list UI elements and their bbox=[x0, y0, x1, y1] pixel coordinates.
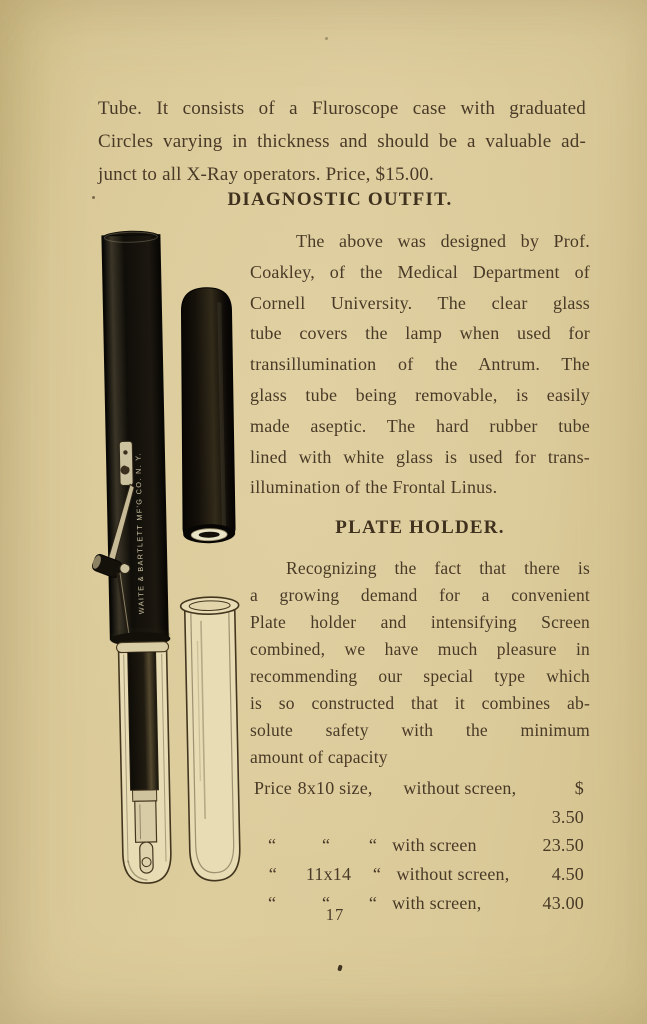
ditto-mark: “ bbox=[322, 835, 331, 856]
plate-holder-heading: PLATE HOLDER. bbox=[335, 517, 505, 539]
price-value: $ 3.50 bbox=[551, 778, 585, 827]
ink-speck bbox=[92, 196, 95, 199]
ditto-mark: “ bbox=[268, 892, 277, 913]
ditto-mark: “ bbox=[372, 863, 382, 884]
text-line: a growing demand for a convenient bbox=[250, 585, 590, 606]
ditto-mark: “ bbox=[268, 863, 277, 884]
screen-option: without screen, bbox=[396, 863, 510, 884]
size-label: 8x10 size, bbox=[297, 778, 373, 799]
price-table bbox=[250, 774, 590, 917]
right-column bbox=[250, 226, 590, 917]
screen-option: without screen, bbox=[403, 778, 517, 799]
price-value: 23.50 bbox=[542, 835, 584, 856]
text-line: glass tube being removable, is easily bbox=[250, 384, 590, 405]
price-value: 43.00 bbox=[542, 892, 584, 913]
hard-rubber-tube bbox=[178, 287, 236, 544]
diagnostic-outfit-paragraph bbox=[250, 226, 590, 503]
text-line: amount of capacity bbox=[250, 747, 388, 768]
text-line: made aseptic. The hard rubber tube bbox=[250, 415, 590, 436]
text-line: The above was designed by Prof. bbox=[296, 231, 590, 251]
text-line: junct to all X-Ray operators. Price, $15.00. bbox=[98, 164, 434, 185]
text-line: tube covers the lamp when used for bbox=[250, 323, 590, 344]
text-line: solute safety with the minimum bbox=[250, 720, 590, 741]
price-value: 4.50 bbox=[551, 863, 584, 884]
text-line: combined, we have much pleasure in bbox=[250, 639, 590, 660]
ink-speck bbox=[337, 965, 343, 972]
text-line: Circles varying in thickness and should be a valuable ad- bbox=[98, 131, 586, 152]
screen-option: with screen bbox=[392, 835, 477, 856]
price-row bbox=[250, 831, 590, 860]
diagnostic-lamp-pen bbox=[88, 230, 175, 884]
text-line: Tube. It consists of a Fluroscope case with graduated bbox=[98, 98, 586, 119]
text-line: recommending our special type which bbox=[250, 666, 590, 687]
diagnostic-outfit-heading: DIAGNOSTIC OUTFIT. bbox=[227, 189, 453, 210]
text-line: Cornell University. The clear glass bbox=[250, 292, 590, 313]
text-line: lined with white glass is used for trans- bbox=[250, 446, 590, 467]
plate-holder-paragraph bbox=[250, 555, 590, 771]
text-line: Plate holder and intensifying Screen bbox=[250, 612, 590, 633]
price-row bbox=[250, 774, 590, 831]
clear-glass-tube bbox=[181, 597, 245, 882]
screen-option: with screen, bbox=[392, 892, 482, 913]
text-line: Coakley, of the Medical Department of bbox=[250, 261, 590, 282]
price-label: Price bbox=[254, 778, 292, 799]
ditto-mark: “ bbox=[368, 835, 378, 856]
ditto-mark: “ bbox=[322, 892, 331, 913]
ditto-mark: “ bbox=[368, 892, 378, 913]
size-label: 11x14 bbox=[305, 863, 352, 884]
text-line: is so constructed that it combines ab- bbox=[250, 693, 590, 714]
ditto-mark: “ bbox=[268, 835, 277, 856]
price-row bbox=[250, 860, 590, 889]
text-line: illumination of the Frontal Linus. bbox=[250, 477, 498, 498]
intro-paragraph bbox=[98, 92, 586, 191]
text-line: Recognizing the fact that there is bbox=[286, 558, 590, 579]
page-number: 17 bbox=[325, 905, 345, 924]
pen-label: WAITE & BARTLETT MF'G CO. N. Y. bbox=[133, 451, 146, 615]
diagnostic-outfit-illustration bbox=[88, 222, 250, 904]
ditto-mark bbox=[370, 774, 400, 831]
ink-speck bbox=[325, 37, 328, 40]
text-line: transillumination of the Antrum. The bbox=[250, 354, 590, 375]
lamp-base bbox=[135, 801, 157, 842]
